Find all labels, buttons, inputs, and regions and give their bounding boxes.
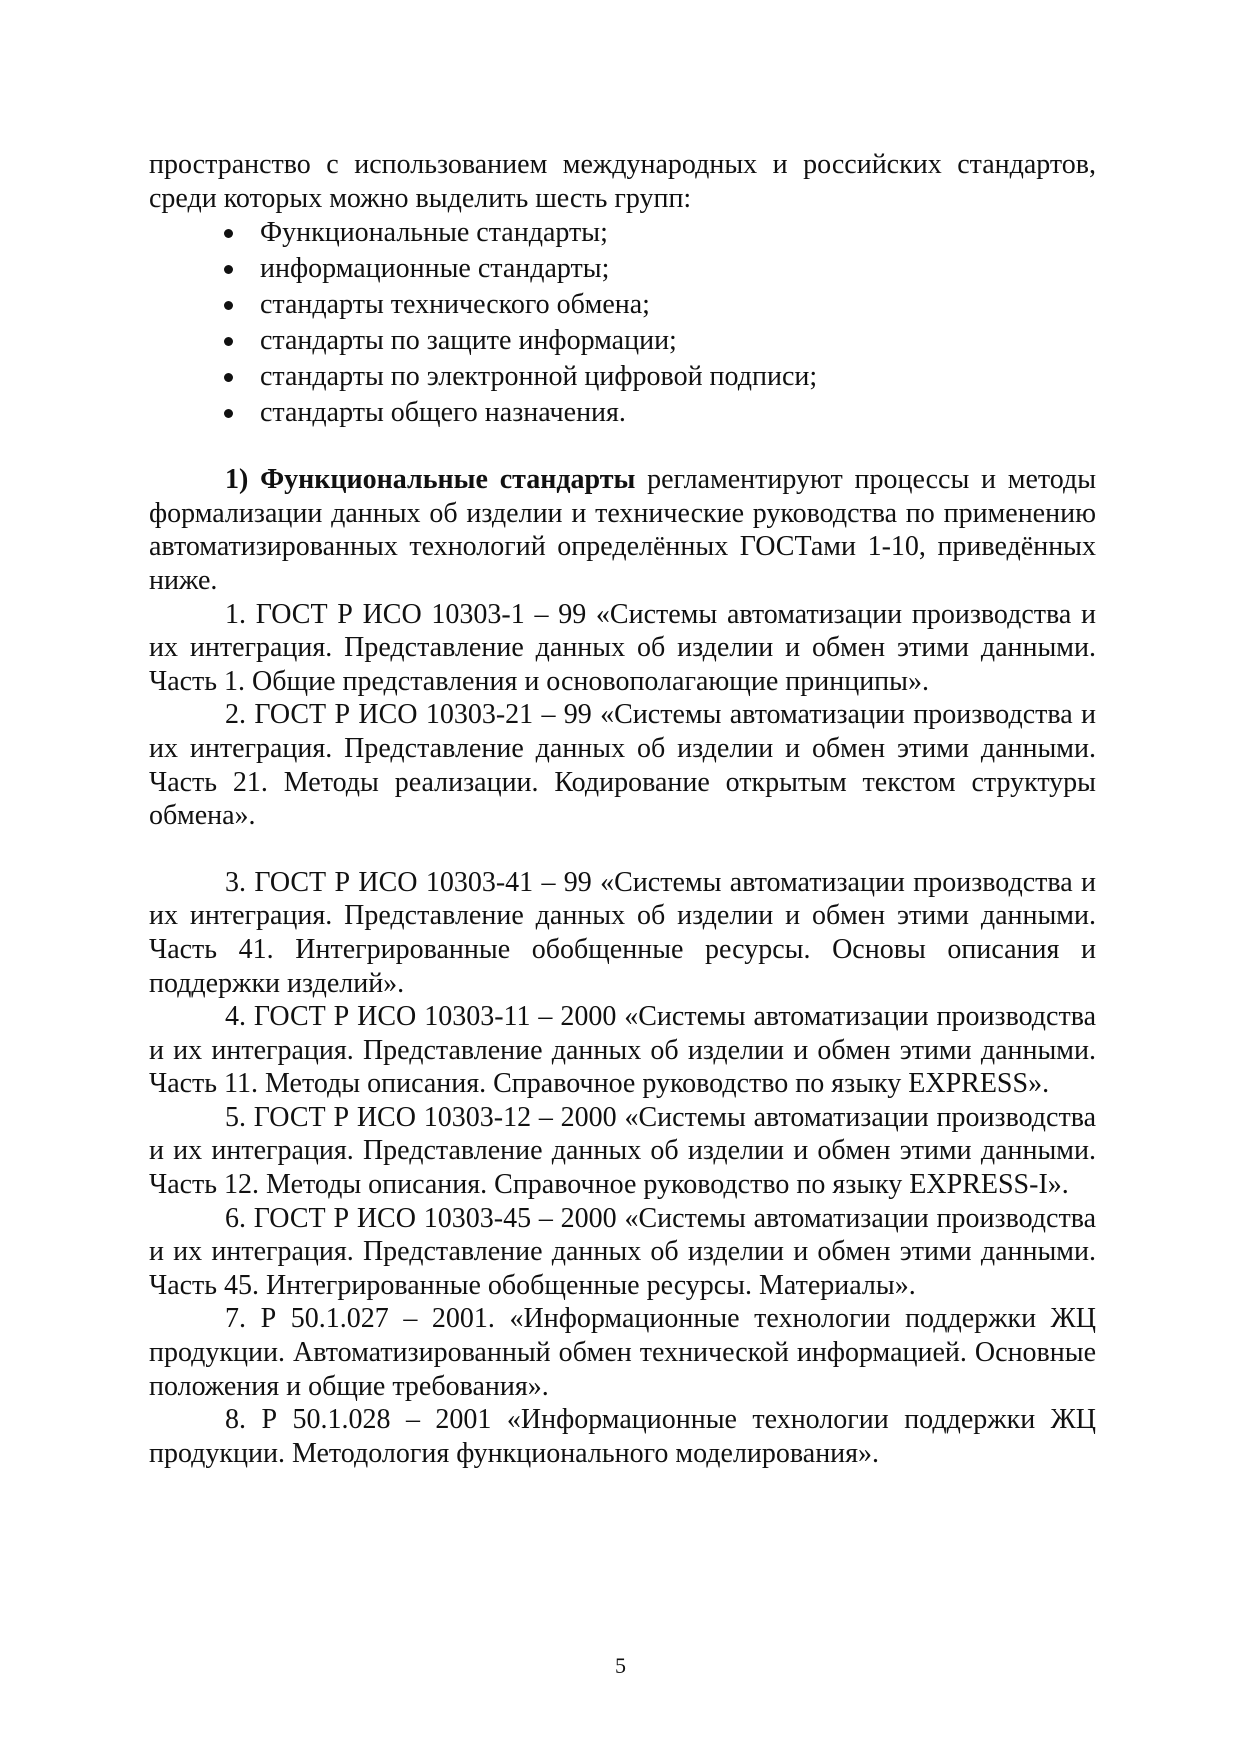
standard-item-3: 3. ГОСТ Р ИСО 10303-41 – 99 «Системы автоматизации производства и их интеграция. Представление данных об изделии и обмен этими данными. Часть 41. Интегрированные обобщенные ресурсы. Основы описания и поддержки изделий».	[149, 866, 1096, 999]
section-1-text: регламентируют процессы и методы формализации данных об изделии и технические руководства по применению автоматизированных технологий определённых ГОСТами 1-10, приведённых ниже.	[149, 464, 1097, 596]
standard-item-6: 6. ГОСТ Р ИСО 10303-45 – 2000 «Системы автоматизации производства и их интеграция. Представление данных об изделии и обмен этими данными. Часть 45. Интегрированные обобщенные ресурсы. Материалы».	[149, 1202, 1096, 1301]
list-item: Функциональные стандарты;	[224, 215, 1096, 251]
list-item: стандарты технического обмена;	[224, 287, 1096, 323]
standard-item-2: 2. ГОСТ Р ИСО 10303-21 – 99 «Системы автоматизации производства и их интеграция. Представление данных об изделии и обмен этими данными. Часть 21. Методы реализации. Кодирование открытым текстом структуры обмена».	[149, 699, 1096, 832]
standard-item-7: 7. Р 50.1.027 – 2001. «Информационные технологии поддержки ЖЦ продукции. Автоматизированный обмен технической информацией. Основные положения и общие требования».	[149, 1303, 1096, 1402]
intro-paragraph: пространство с использованием международных и российских стандартов, среди которых можно выделить шесть групп:	[149, 149, 1096, 214]
page-number: 5	[615, 1653, 626, 1678]
section-1-paragraph	[149, 463, 1096, 597]
standard-item-1: 1. ГОСТ Р ИСО 10303-1 – 99 «Системы автоматизации производства и их интеграция. Представление данных об изделии и обмен этими данными. Часть 1. Общие представления и основополагающие принципы».	[149, 598, 1096, 697]
list-item: стандарты общего назначения.	[224, 395, 1096, 431]
list-item: стандарты по электронной цифровой подписи;	[224, 359, 1096, 395]
section-1-heading: 1) Функциональные стандарты	[225, 464, 636, 496]
list-item: информационные стандарты;	[224, 251, 1096, 287]
standard-item-8: 8. Р 50.1.028 – 2001 «Информационные технологии поддержки ЖЦ продукции. Методология функционального моделирования».	[149, 1404, 1096, 1469]
standard-item-5: 5. ГОСТ Р ИСО 10303-12 – 2000 «Системы автоматизации производства и их интеграция. Представление данных об изделии и обмен этими данными. Часть 12. Методы описания. Справочное руководство по языку EXPRESS-I».	[149, 1101, 1096, 1201]
standard-item-4: 4. ГОСТ Р ИСО 10303-11 – 2000 «Системы автоматизации производства и их интеграция. Представление данных об изделии и обмен этими данными. Часть 11. Методы описания. Справочное руководство по языку EXPRESS».	[149, 1001, 1096, 1100]
document-page	[149, 148, 1096, 1470]
standards-group-list	[149, 215, 1096, 431]
list-item: стандарты по защите информации;	[224, 323, 1096, 359]
